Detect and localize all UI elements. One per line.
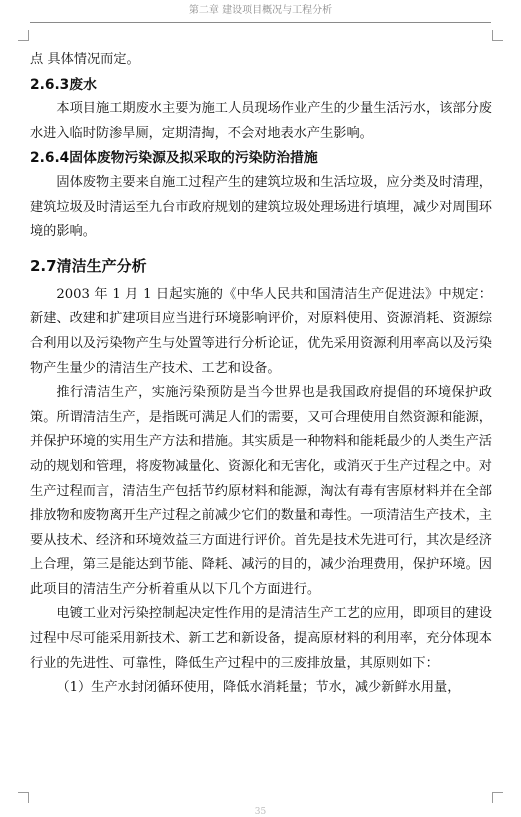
header-rule [30,22,491,23]
crop-mark-bottom-left [18,792,29,803]
crop-mark-top-left [18,30,29,41]
paragraph-wastewater: 本项目施工期废水主要为施工人员现场作业产生的少量生活污水，该部分废水进入临时防渗旱厕，定期清掏，不会对地表水产生影响。 [30,101,492,141]
section-title: 废水 [69,76,97,93]
crop-mark-bottom-right [492,792,503,803]
section-title: 固体废物污染源及拟采取的污染防治措施 [69,150,318,167]
section-heading-2-7 [30,253,492,279]
section-number: 2.7 [30,256,57,275]
page-content [30,48,492,701]
page-number: 35 [254,807,267,817]
list-item-1: （1）生产水封闭循环使用，降低水消耗量；节水，减少新鲜水用量， [56,680,461,696]
paragraph-solid-waste: 固体废物主要来自施工过程产生的建筑垃圾和生活垃圾，应分类及时清理，建筑垃圾及时清运至九台市政府规划的建筑垃圾处理场进行填埋，减少对周围环境的影响。 [30,174,492,240]
crop-mark-top-right [492,30,503,41]
running-header-text: 第二章 建设项目概况与工程分析 [188,5,333,16]
running-header [0,0,521,22]
paragraph-electroplating: 电镀工业对污染控制起决定性作用的是清洁生产工艺的应用，即项目的建设过程中尽可能采用新技术、新工艺和新设备，提高原材料的利用率，充分体现本行业的先进性、可靠性，降低生产过程中的三废排放量，其原则如下： [30,606,492,671]
section-heading-2-6-4 [30,146,492,171]
section-number: 2.6.3 [30,76,70,93]
section-number: 2.6.4 [30,150,70,167]
section-heading-2-6-3 [30,73,492,98]
paragraph-law: 2003 年 1 月 1 日起实施的《中华人民共和国清洁生产促进法》中规定：新建、改建和扩建项目应当进行环境影响评价，对原料使用、资源消耗、资源综合利用以及污染物产生与处置等进行分析论证，优先采用资源利用率高以及污染物产生量少的清洁生产技术、工艺和设备。 [30,286,492,376]
paragraph-continuation: 点 具体情况而定。 [30,52,140,67]
section-title: 清洁生产分析 [56,256,147,275]
paragraph-clean-production: 推行清洁生产，实施污染预防是当今世界也是我国政府提倡的环境保护政策。所谓清洁生产，是指既可满足人们的需要，又可合理使用自然资源和能源，并保护环境的实用生产方法和措施。其实质是一种物料和能耗最少的人类生产活动的规划和管理，将废物减量化、资源化和无害化，或消灭于生产过程之中。对生产过程而言，清洁生产包括节约原材料和能源，淘汰有毒有害原材料并在全部排放物和废物离开生产过程之前减少它们的数量和毒性。一项清洁生产技术，主要从技术、经济和环境效益三方面进行评价。首先是技术先进可行，其次是经济上合理，第三是能达到节能、降耗、减污的目的，减少治理费用，保护环境。因此项目的清洁生产分析着重从以下几个方面进行。 [30,385,492,597]
